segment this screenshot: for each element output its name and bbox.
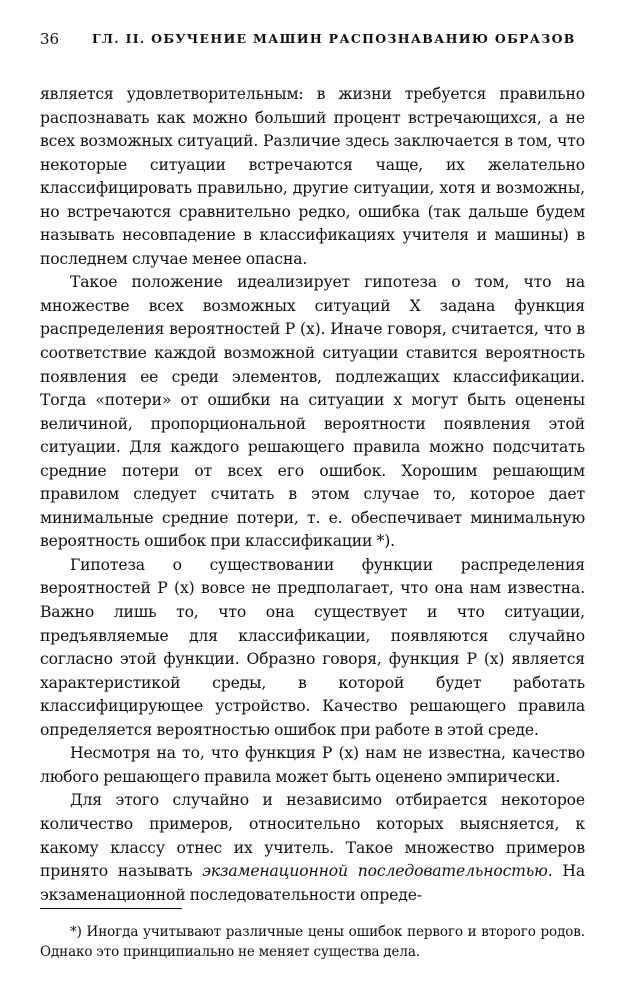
paragraph-5-start: Для этого случайно и независимо отбирается некоторое количество примеров, относительно которых выясняется, к какому классу отнес их учитель. Такое множество примеров принято называть (40, 791, 585, 881)
term-exam-sequence: экзаменационной последовательностью. (202, 862, 553, 881)
main-text (40, 83, 585, 907)
paragraph-1: является удовлетворительным: в жизни требуется правильно распознавать как можно больший процент встречающихся, а не всех возможных ситуаций. Различие здесь заключается в том, что некоторые ситуации встречаются чаще, их желательно классифицировать правильно, другие ситуации, хотя и возможны, но встречаются сравнительно редко, ошибка (так дальше будем называть несовпадение в классификациях учителя и машины) в последнем случае менее опасна. (40, 85, 585, 268)
paragraph-5-end: На экзаменационной последовательности опреде- (40, 862, 585, 904)
paragraph-4: Несмотря на то, что функция P (x) нам не известна, качество любого решающего правила может быть оценено эмпирически. (40, 744, 585, 786)
page-number: 36 (40, 30, 60, 48)
running-title: ГЛ. II. ОБУЧЕНИЕ МАШИН РАСПОЗНАВАНИЮ ОБРАЗОВ (92, 31, 576, 46)
footnote-text: *) Иногда учитывают различные цены ошибок первого и второго родов. Однако это принципиально не меняет существа дела. (40, 924, 585, 960)
paragraph-5 (40, 789, 585, 907)
footnote-divider (40, 908, 182, 909)
page-header (40, 30, 585, 54)
footnote (40, 922, 585, 962)
paragraph-3: Гипотеза о существовании функции распределения вероятностей P (x) вовсе не предполагает, что она нам известна. Важно лишь то, что она существует и что ситуации, предъявляемые для классификации, появляются случайно согласно этой функции. Образно говоря, функция P (x) является характеристикой среды, в которой будет работать классифицирующее устройство. Качество решающего правила определяется вероятностью ошибок при работе в этой среде. (40, 555, 585, 739)
paragraph-2: Такое положение идеализирует гипотеза о том, что на множестве всех возможных ситуаций X задана функция распределения вероятностей P (x). Иначе говоря, считается, что в соответствие каждой возможной ситуации ставится вероятность появления ее среди элементов, подлежащих классификации. Тогда «потери» от ошибки на ситуации x могут быть оценены величиной, пропорциональной вероятности появления этой ситуации. Для каждого решающего правила можно подсчитать средние потери от всех его ошибок. Хорошим решающим правилом следует считать в этом случае то, которое дает минимальные средние потери, т. е. обеспечивает минимальную вероятность ошибок при классификации *). (40, 273, 585, 551)
